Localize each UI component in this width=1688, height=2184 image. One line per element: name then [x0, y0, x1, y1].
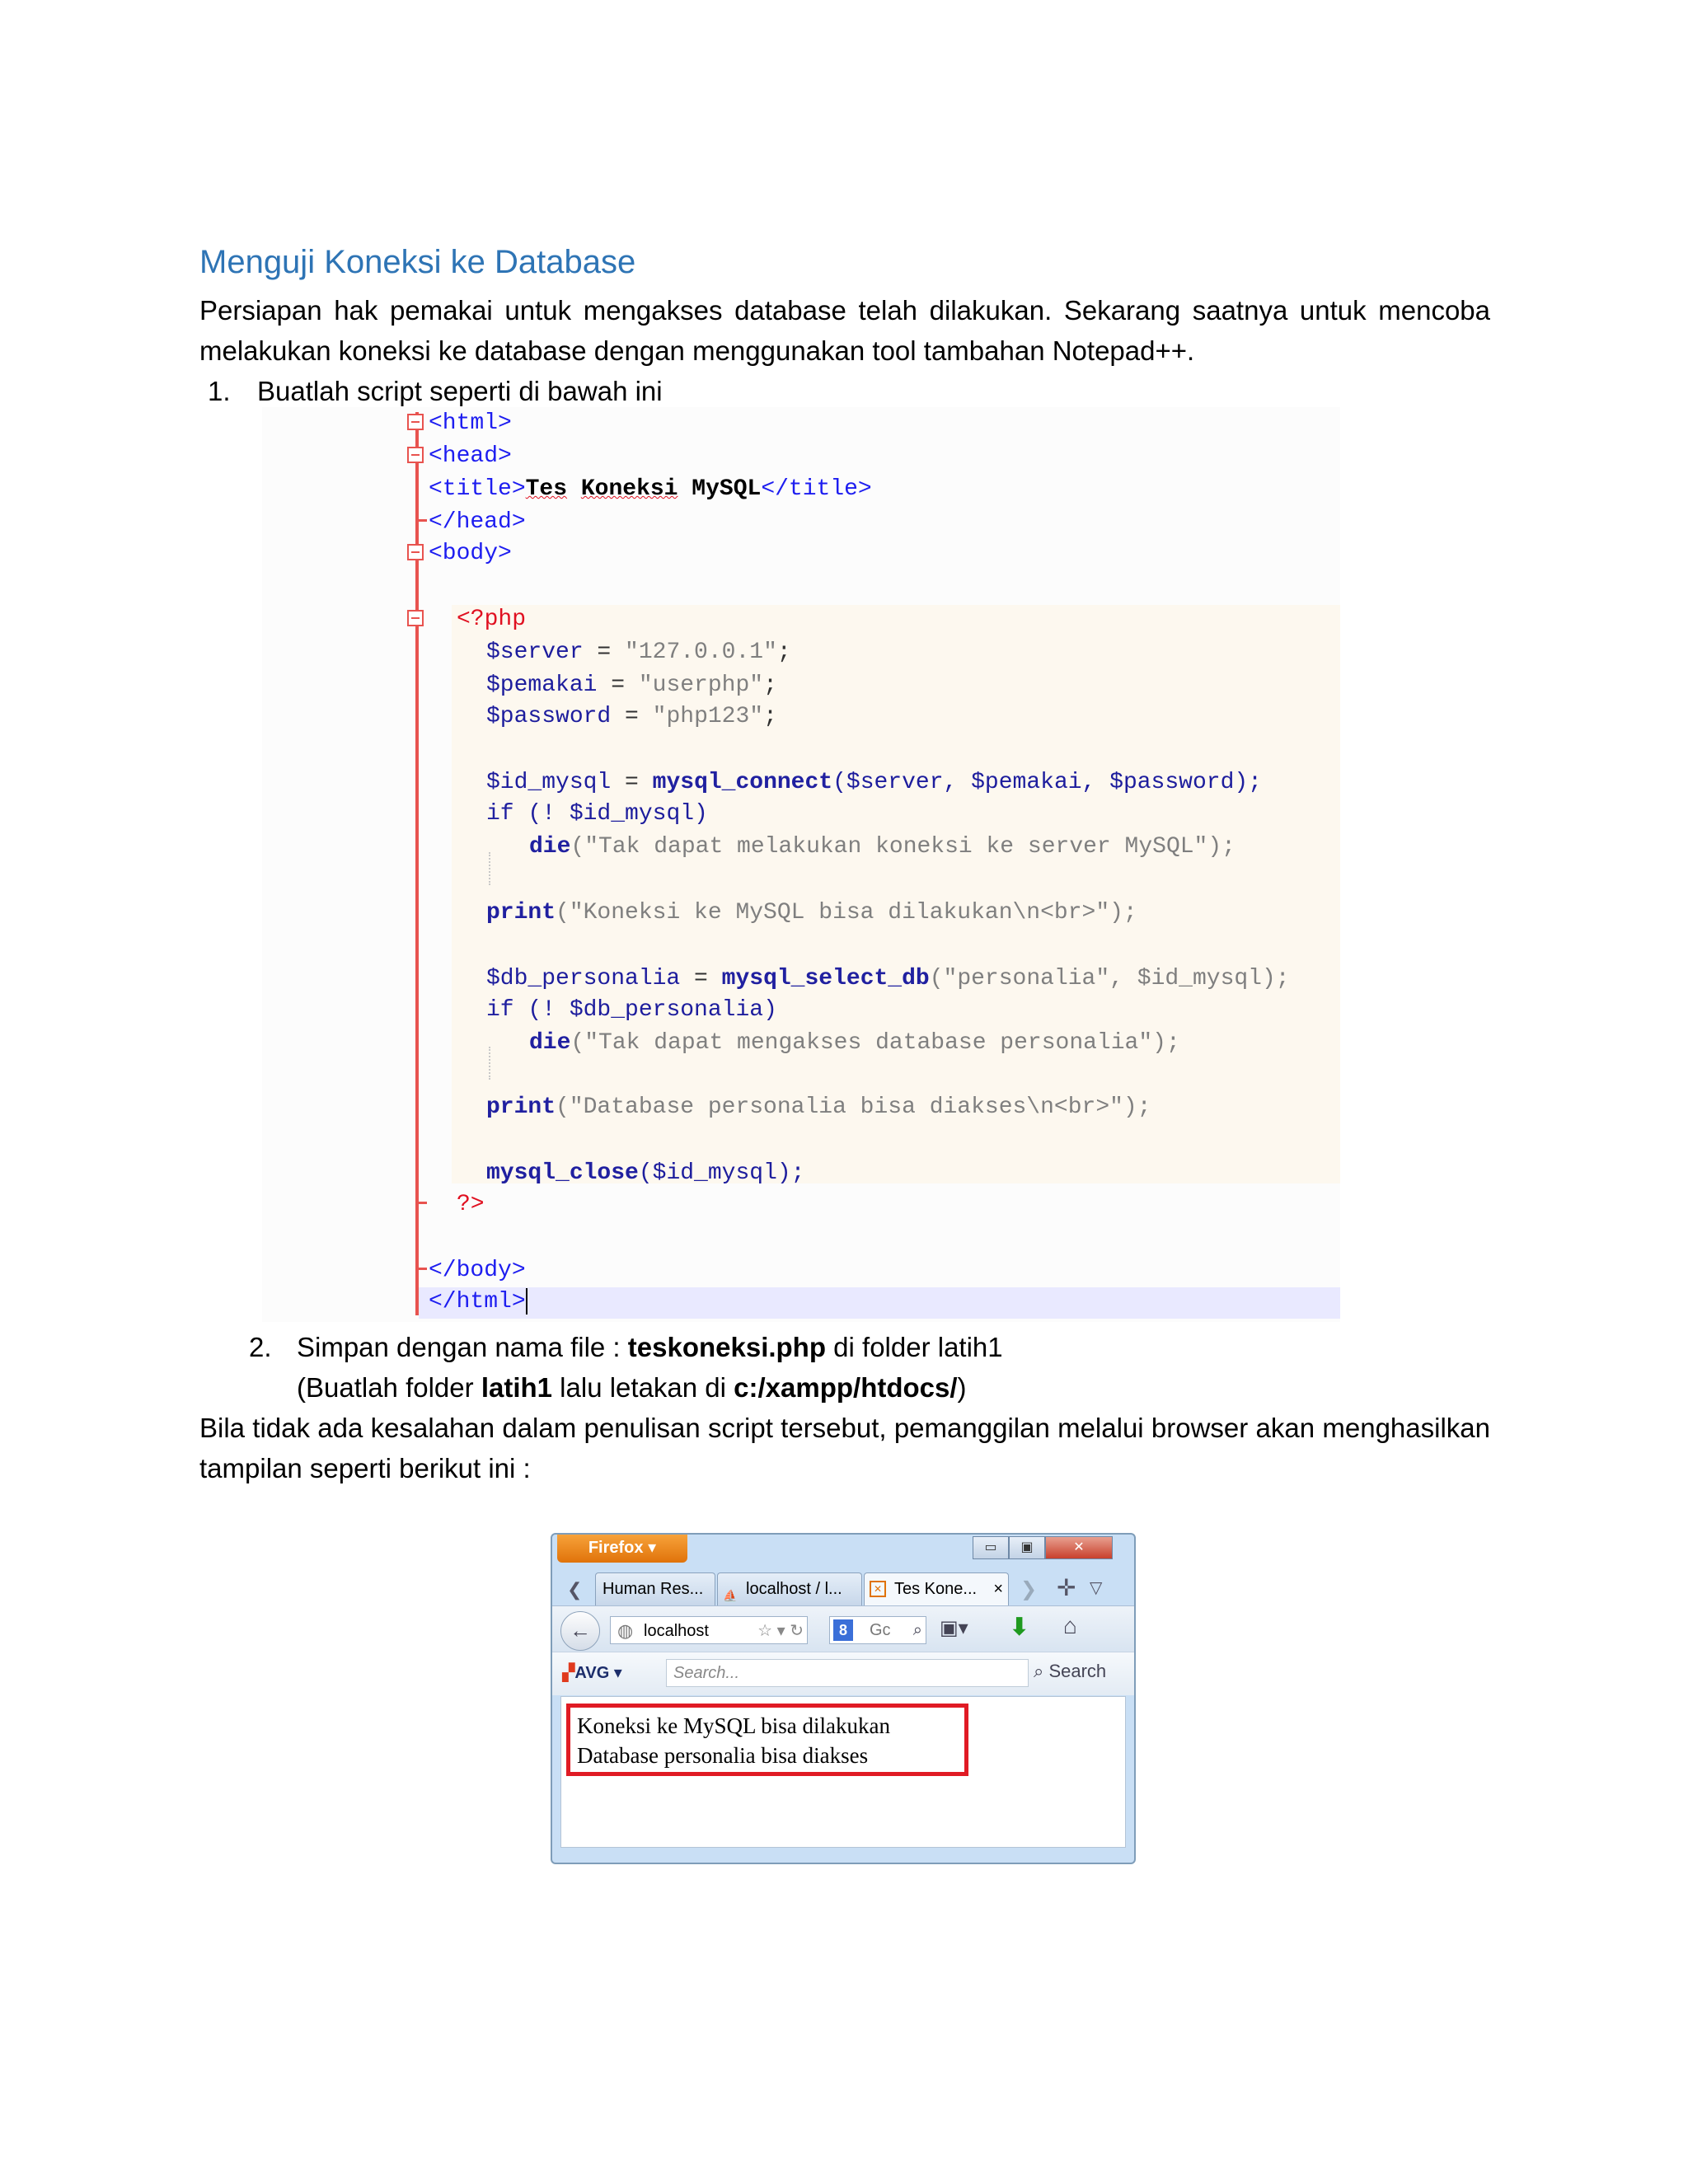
tab-list-icon[interactable]: ▽ — [1090, 1579, 1103, 1597]
avg-logo[interactable]: ▞AVG ▾ — [562, 1664, 622, 1682]
intro-text: Persiapan hak pemakai untuk mengakses database telah dilakukan. Sekarang saatnya untuk mencoba melakukan koneksi ke database dengan menggunakan tool tambahan Notepad++. — [199, 295, 1490, 366]
step-2-number: 2. — [249, 1332, 272, 1362]
avg-toolbar — [552, 1652, 1134, 1695]
code-line-4: </head> — [429, 509, 526, 535]
code-server: $server = "127.0.0.1"; — [486, 640, 791, 665]
code-print-2: print("Database personalia bisa diakses\n<br>"); — [486, 1094, 1151, 1120]
address-text: localhost — [644, 1622, 709, 1640]
current-line-highlight — [419, 1287, 1340, 1319]
code-close: mysql_close($id_mysql); — [486, 1160, 805, 1186]
code-select-db: $db_personalia = mysql_select_db("personalia", $id_mysql); — [486, 966, 1290, 991]
tab-localhost[interactable]: ⛵ localhost / l... — [717, 1572, 862, 1605]
output-line-1: Koneksi ke MySQL bisa dilakukan — [577, 1713, 890, 1738]
search-engine-box[interactable]: 8 Gc ⌕ — [829, 1616, 926, 1644]
tab-scroll-left-icon[interactable]: ❮ — [567, 1579, 583, 1600]
code-line-1: <html> — [429, 410, 512, 436]
step-2-text: Simpan dengan nama file : teskoneksi.php di folder latih1 — [297, 1332, 1003, 1362]
xampp-icon: ✕ — [870, 1581, 886, 1597]
avg-search-input[interactable]: Search... — [666, 1659, 1029, 1687]
bookmark-star-icon[interactable]: ☆ ▾ ↻ — [757, 1622, 804, 1640]
indent-guide — [489, 852, 490, 885]
close-window-icon[interactable]: ✕ — [1045, 1536, 1113, 1559]
fold-marker-icon — [407, 414, 424, 430]
download-icon[interactable]: ⬇ — [1009, 1614, 1030, 1641]
fold-marker-icon — [407, 610, 424, 626]
code-if-1: if (! $id_mysql) — [486, 801, 708, 827]
code-die-2: die("Tak dapat mengakses database personalia"); — [529, 1030, 1180, 1056]
browser-screenshot — [551, 1533, 1136, 1864]
fold-end-icon — [417, 519, 427, 522]
code-line-2: <head> — [429, 443, 512, 469]
tab-human-resources[interactable]: Human Res... — [595, 1572, 715, 1605]
phpmyadmin-icon: ⛵ — [723, 1589, 738, 1602]
code-php-close: ?> — [457, 1192, 485, 1217]
intro-paragraph — [199, 290, 1490, 371]
maximize-icon[interactable]: ▣ — [1009, 1536, 1045, 1559]
magnifier-icon: ⌕ — [1034, 1661, 1044, 1681]
code-connect: $id_mysql = mysql_connect($server, $pemakai, $password); — [486, 770, 1262, 795]
avg-search-button[interactable]: ⌕ Search — [1034, 1661, 1107, 1681]
code-password: $password = "php123"; — [486, 704, 777, 729]
code-pemakai: $pemakai = "userphp"; — [486, 673, 777, 698]
code-html-close: </html> — [429, 1289, 526, 1315]
page-content — [560, 1696, 1126, 1848]
section-heading: Menguji Koneksi ke Database — [199, 244, 636, 280]
step-1-text: Buatlah script seperti di bawah ini — [257, 376, 663, 406]
code-line-5: <body> — [429, 541, 512, 566]
firefox-menu-button[interactable]: Firefox ▾ — [557, 1535, 687, 1563]
code-body-close: </body> — [429, 1258, 526, 1283]
code-screenshot — [262, 407, 1340, 1322]
output-line-2: Database personalia bisa diakses — [577, 1743, 869, 1768]
indent-guide — [489, 1047, 490, 1080]
outro-text: Bila tidak ada kesalahan dalam penulisan script tersebut, pemanggilan melalui browser akan menghasilkan tampilan seperti berikut ini : — [199, 1413, 1490, 1483]
navigation-bar — [552, 1605, 1134, 1652]
step-2 — [249, 1327, 1485, 1403]
address-bar[interactable] — [610, 1616, 808, 1644]
minimize-icon[interactable]: ▭ — [973, 1536, 1009, 1559]
code-print-1: print("Koneksi ke MySQL bisa dilakukan\n<br>"); — [486, 900, 1137, 926]
outro-paragraph — [199, 1408, 1490, 1488]
new-tab-icon[interactable]: ✛ — [1057, 1575, 1076, 1601]
search-icon[interactable]: ⌕ — [912, 1621, 922, 1639]
code-if-2: if (! $db_personalia) — [486, 997, 777, 1023]
bookmarks-icon[interactable]: ▣▾ — [940, 1617, 968, 1639]
code-line-3: <title>Tes Koneksi MySQL</title> — [429, 476, 872, 502]
home-icon[interactable]: ⌂ — [1063, 1613, 1077, 1638]
tab-tes-koneksi[interactable]: ✕ Tes Kone... × — [864, 1572, 1009, 1605]
code-php-open: <?php — [457, 607, 527, 632]
globe-icon: ◍ — [617, 1620, 634, 1641]
fold-marker-icon — [407, 544, 424, 560]
tab-close-icon[interactable]: × — [993, 1580, 1003, 1598]
back-icon[interactable]: ← — [560, 1611, 600, 1651]
google-icon: 8 — [833, 1619, 853, 1641]
text-caret — [526, 1288, 528, 1315]
step-1-number: 1. — [208, 376, 231, 406]
fold-end-icon — [417, 1202, 427, 1204]
step-2-subtext: (Buatlah folder latih1 lalu letakan di c:/xampp/htdocs/) — [297, 1372, 967, 1403]
step-1 — [208, 371, 663, 411]
code-die-1: die("Tak dapat melakukan koneksi ke server MySQL"); — [529, 834, 1236, 860]
fold-marker-icon — [407, 447, 424, 463]
output-highlight-box — [566, 1704, 968, 1776]
tab-scroll-right-icon[interactable]: ❯ — [1020, 1578, 1038, 1601]
fold-end-icon — [417, 1268, 427, 1270]
